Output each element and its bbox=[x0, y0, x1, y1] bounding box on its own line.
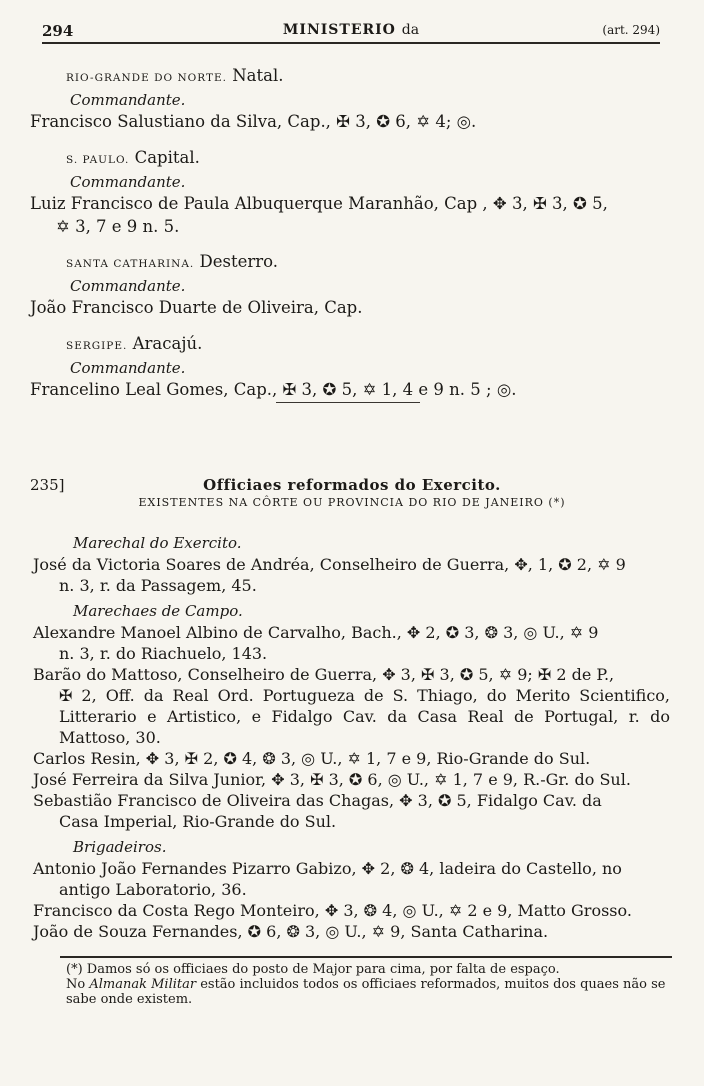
officer-line: Barão do Mattoso, Conselheiro de Guerra, ✥ 3, ✠ 3, ✪ 5, ✡ 9; ✠ 2 de P., bbox=[33, 665, 615, 684]
rank-heading: Brigadeiros. bbox=[73, 838, 167, 856]
province-city: Desterro. bbox=[199, 252, 279, 271]
province-block bbox=[30, 146, 674, 238]
section-subtitle: EXISTENTES NA CÔRTE OU PROVINCIA DO RIO DE JANEIRO (*) bbox=[138, 496, 566, 509]
rank-heading: Marechal do Exercito. bbox=[73, 534, 242, 552]
running-title-tail: da bbox=[401, 22, 420, 38]
officer-line: José Ferreira da Silva Junior, ✥ 3, ✠ 3, ✪ 6, ◎ U., ✡ 1, 7 e 9, R.-Gr. do Sul. bbox=[33, 770, 631, 789]
list-item bbox=[33, 748, 670, 769]
footnote-line: (*) Damos só os officiaes do posto de Major para cima, por falta de espaço. bbox=[66, 962, 560, 977]
officer-entry: Francisco Salustiano da Silva, Cap., ✠ 3, ✪ 6, ✡ 4; ◎. bbox=[30, 112, 477, 131]
province-name: SERGIPE. bbox=[66, 340, 128, 352]
province-block bbox=[30, 250, 674, 319]
officer-entry: Francelino Leal Gomes, Cap., ✠ 3, ✪ 5, ✡ 1, 4 e 9 n. 5 ; ◎. bbox=[30, 380, 517, 399]
province-city: Aracajú. bbox=[132, 334, 203, 353]
footnote-publication-title: Almanak Militar bbox=[89, 977, 197, 992]
running-title bbox=[42, 22, 660, 38]
role-label: Commandante. bbox=[70, 359, 186, 377]
officer-entry: João Francisco Duarte de Oliveira, Cap. bbox=[30, 298, 363, 317]
retired-officers-list bbox=[33, 528, 670, 942]
officer-line-continuation: ✠ 2, Off. da Real Ord. Portugueza de S. Thiago, do Merito Scientifico, Litterario e Artistico, e Fidalgo Cav. da Casa Real de Portugal, r. do Mattoso, 30. bbox=[59, 686, 670, 747]
officer-line: João de Souza Fernandes, ✪ 6, ❂ 3, ◎ U., ✡ 9, Santa Catharina. bbox=[33, 922, 549, 941]
officer-line: Sebastião Francisco de Oliveira das Chagas, ✥ 3, ✪ 5, Fidalgo Cav. da bbox=[33, 791, 602, 810]
province-heading bbox=[30, 64, 674, 90]
footnote-text: estão incluidos todos os officiaes reformados, muitos dos quaes não se sabe onde existem. bbox=[66, 977, 666, 1007]
role-label: Commandante. bbox=[70, 277, 186, 295]
rank-heading: Marechaes de Campo. bbox=[73, 602, 243, 620]
officer-line-continuation: Casa Imperial, Rio-Grande do Sul. bbox=[59, 812, 337, 831]
footnote-line bbox=[36, 977, 672, 1007]
list-item bbox=[33, 769, 670, 790]
officer-entry: Luiz Francisco de Paula Albuquerque Maranhão, Cap , ✥ 3, ✠ 3, ✪ 5, bbox=[30, 194, 608, 213]
officer-line: Francisco da Costa Rego Monteiro, ✥ 3, ❂ 4, ◎ U., ✡ 2 e 9, Matto Grosso. bbox=[33, 901, 632, 920]
province-heading bbox=[30, 146, 674, 172]
section-number: 235] bbox=[30, 476, 65, 494]
page-header bbox=[42, 22, 660, 44]
list-item bbox=[33, 921, 670, 942]
province-name: SANTA CATHARINA. bbox=[66, 258, 195, 270]
officer-line-continuation: antigo Laboratorio, 36. bbox=[59, 880, 247, 899]
officer-line-continuation: n. 3, r. da Passagem, 45. bbox=[59, 576, 257, 595]
province-name: RIO-GRANDE DO NORTE. bbox=[66, 72, 227, 84]
province-block bbox=[30, 332, 674, 401]
section-heading bbox=[30, 476, 674, 498]
province-heading bbox=[30, 250, 674, 276]
list-item bbox=[33, 900, 670, 921]
list-item bbox=[33, 664, 670, 748]
header-rule bbox=[42, 42, 660, 44]
officer-line: Carlos Resin, ✥ 3, ✠ 2, ✪ 4, ❂ 3, ◎ U., ✡ 1, 7 e 9, Rio-Grande do Sul. bbox=[33, 749, 591, 768]
province-name: S. PAULO. bbox=[66, 154, 130, 166]
officer-line-continuation: n. 3, r. do Riachuelo, 143. bbox=[59, 644, 268, 663]
officer-line: Antonio João Fernandes Pizarro Gabizo, ✥ 2, ❂ 4, ladeira do Castello, no bbox=[33, 859, 622, 878]
list-item bbox=[33, 790, 670, 832]
province-city: Capital. bbox=[134, 148, 200, 167]
footnote-rule bbox=[60, 956, 672, 958]
list-item bbox=[33, 858, 670, 900]
section-title: Officiaes reformados do Exercito. bbox=[203, 476, 501, 494]
province-heading bbox=[30, 332, 674, 358]
officer-line: Alexandre Manoel Albino de Carvalho, Bach., ✥ 2, ✪ 3, ❂ 3, ◎ U., ✡ 9 bbox=[33, 623, 599, 642]
province-block bbox=[30, 64, 674, 133]
section-divider bbox=[276, 402, 420, 403]
list-item bbox=[33, 554, 670, 596]
province-city: Natal. bbox=[232, 66, 284, 85]
running-title-main: MINISTERIO bbox=[282, 22, 396, 38]
footnote-text: No bbox=[66, 977, 86, 992]
list-item bbox=[33, 622, 670, 664]
footnote bbox=[36, 962, 672, 1007]
article-reference: (art. 294) bbox=[602, 23, 660, 37]
officer-entry-continuation: ✡ 3, 7 e 9 n. 5. bbox=[56, 217, 180, 236]
officer-line: José da Victoria Soares de Andréa, Conselheiro de Guerra, ✥, 1, ✪ 2, ✡ 9 bbox=[33, 555, 626, 574]
role-label: Commandante. bbox=[70, 173, 186, 191]
role-label: Commandante. bbox=[70, 91, 186, 109]
page-number: 294 bbox=[42, 22, 74, 40]
